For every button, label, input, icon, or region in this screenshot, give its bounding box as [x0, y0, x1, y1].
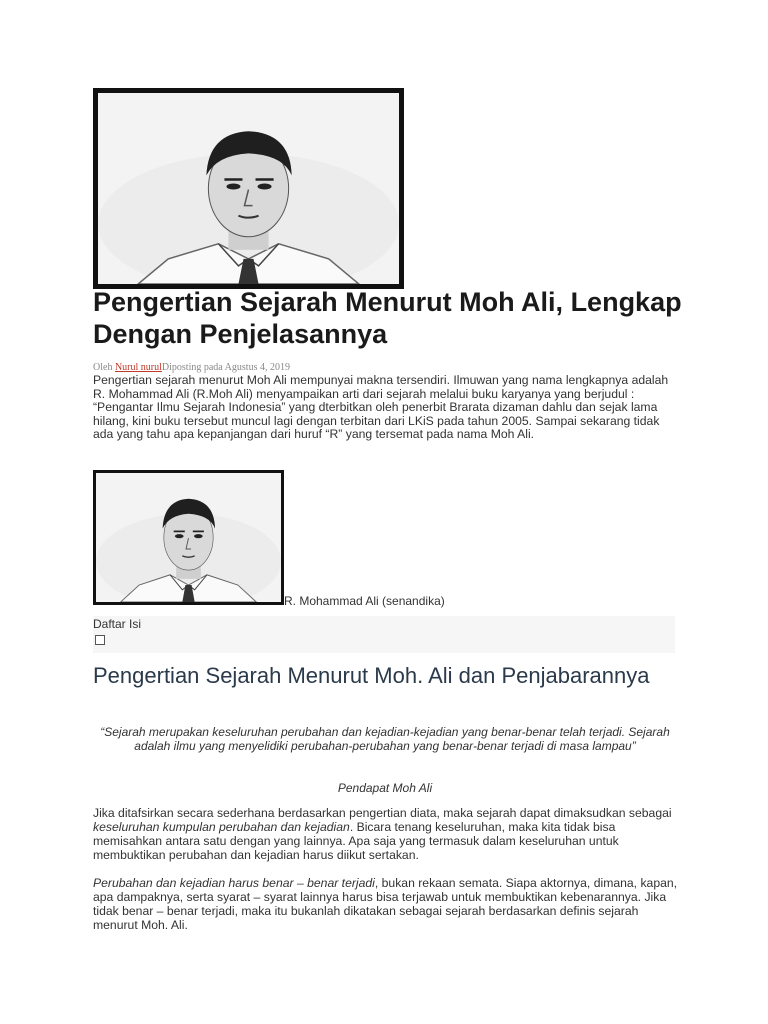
- article-title: Pengertian Sejarah Menurut Moh Ali, Lengkap Dengan Penjelasannya: [93, 287, 682, 349]
- meta-by-label: Oleh: [93, 362, 115, 373]
- para-text: Jika ditafsirkan secara sederhana berdasarkan pengertian diata, maka sejarah dapat dimaksudkan sebagai: [93, 806, 672, 820]
- toc-toggle-checkbox[interactable]: [95, 635, 105, 645]
- image-caption: R. Mohammad Ali (senandika): [284, 594, 445, 608]
- portrait-illustration: [98, 93, 399, 284]
- para-text: , bukan rekaan semata. Siapa aktornya, dimana, kapan, apa dampaknya, serta syarat – syarat lainnya harus bisa terjawab untuk membuktikan kebenarannya. Jika tidak benar – benar terjadi, maka itu bukanlah dikatakan sebagai sejarah berdasarkan definis sejarah menurut Moh. Ali.: [93, 876, 678, 932]
- post-meta: [93, 362, 290, 373]
- para-emphasis: keseluruhan kumpulan perubahan dan kejadian: [93, 820, 350, 834]
- hero-portrait-image: [93, 88, 404, 289]
- blockquote: “Sejarah merupakan keseluruhan perubahan dan kejadian-kejadian yang benar-benar telah terjadi. Sejarah adalah ilmu yang menyelidiki perubahan-perubahan yang benar-benar terjadi di masa lampau”: [100, 725, 670, 753]
- para-emphasis: Perubahan dan kejadian harus benar – benar terjadi: [93, 876, 375, 890]
- body-paragraph: [93, 806, 683, 862]
- post-date: Diposting pada Agustus 4, 2019: [161, 362, 290, 373]
- portrait-illustration: [96, 473, 281, 602]
- para-text: . Bicara tenang keseluruhan, maka kita tidak bisa memisahkan antara satu dengan yang lainnya. Apa saja yang termasuk dalam keseluruhan untuk membuktikan perubahan dan kejadian harus diikut sertakan.: [93, 820, 619, 862]
- intro-paragraph: Pengertian sejarah menurut Moh Ali mempunyai makna tersendiri. Ilmuwan yang nama lengkapnya adalah R. Mohammad Ali (R.Moh Ali) menyampaikan arti dari sejarah melalui buku karyanya yang berjudul : “Pengantar Ilmu Sejarah Indonesia” yang dterbitkan oleh penerbit Brarata dizaman dahlu dan sejak lama hilang, kini buku tersebut muncul lagi dengan terbitan dari LKiS pada tahun 2005. Sampai sekarang tidak ada yang tahu apa kepanjangan dari huruf “R” yang tersemat pada nama Moh Ali.: [93, 373, 669, 442]
- author-link[interactable]: Nurul nurul: [114, 362, 162, 373]
- inline-portrait-image: [93, 470, 284, 605]
- quote-source: Pendapat Moh Ali: [337, 781, 433, 795]
- table-of-contents: [93, 616, 675, 653]
- section-heading: Pengertian Sejarah Menurut Moh. Ali dan Penjabarannya: [93, 663, 650, 688]
- toc-label: Daftar Isi: [93, 617, 142, 631]
- body-paragraph: [93, 876, 683, 932]
